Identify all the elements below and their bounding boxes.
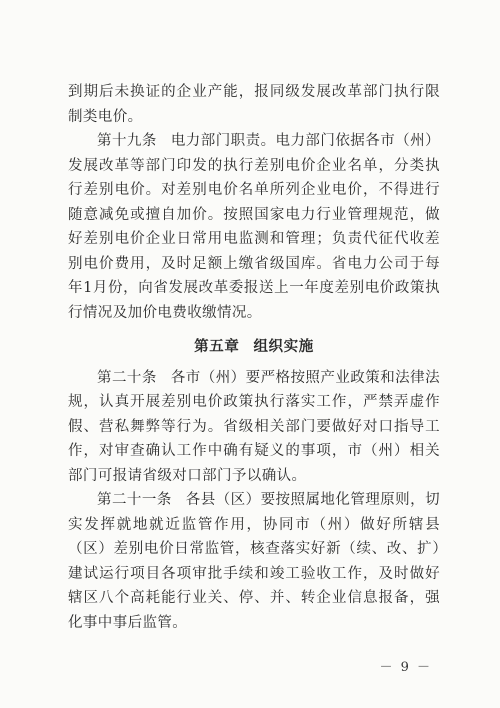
article-text: 各市（州）要严格按照产业政策和法律法规，认真开展差别电价政策执行落实工作，严禁弄虚作假、营私舞弊等行为。省级相关部门要做好对口指导工作，对审查确认工作中确有疑义的事项，市（州）相关部门可报请省级对口部门予以确认。 [68, 369, 440, 484]
article-text: 电力部门职责。电力部门依据各市（州）发展改革等部门印发的执行差别电价企业名单，分类执行差别电价。对差别电价名单所列企业电价，不得进行随意减免或擅自加价。按照国家电力行业管理规范，做好差别电价企业日常用电监测和管理；负责代征代收差别电价费用，及时足额上缴省级国库。省电力公司于每年1月份，向省发展改革委报送上一年度差别电价政策执行情况及加价电费收缴情况。 [68, 133, 440, 321]
chapter-number: 第五章 [194, 339, 240, 355]
article-number: 第二十一条 [97, 492, 172, 508]
page-number: － 9 － [379, 660, 432, 675]
article-number: 第十九条 [97, 133, 157, 149]
article-19 [68, 129, 440, 325]
paragraph-text: 到期后未换证的企业产能，报同级发展改革部门执行限制类电价。 [68, 84, 440, 125]
article-text: 各县（区）要按照属地化管理原则，切实发挥就地就近监管作用，协同市（州）做好所辖县（区）差别电价日常监管，核查落实好新（续、改、扩）建试运行项目各项审批手续和竣工验收工作，及时做好辖区八个高耗能行业关、停、并、转企业信息报备，强化事中事后监管。 [68, 492, 441, 631]
article-number: 第二十条 [97, 369, 157, 386]
article-21 [68, 488, 440, 635]
page-body [68, 80, 440, 635]
chapter-title: 组织实施 [253, 339, 314, 355]
paragraph-continuation [68, 80, 440, 129]
article-20 [68, 366, 440, 489]
chapter-heading [68, 335, 440, 360]
